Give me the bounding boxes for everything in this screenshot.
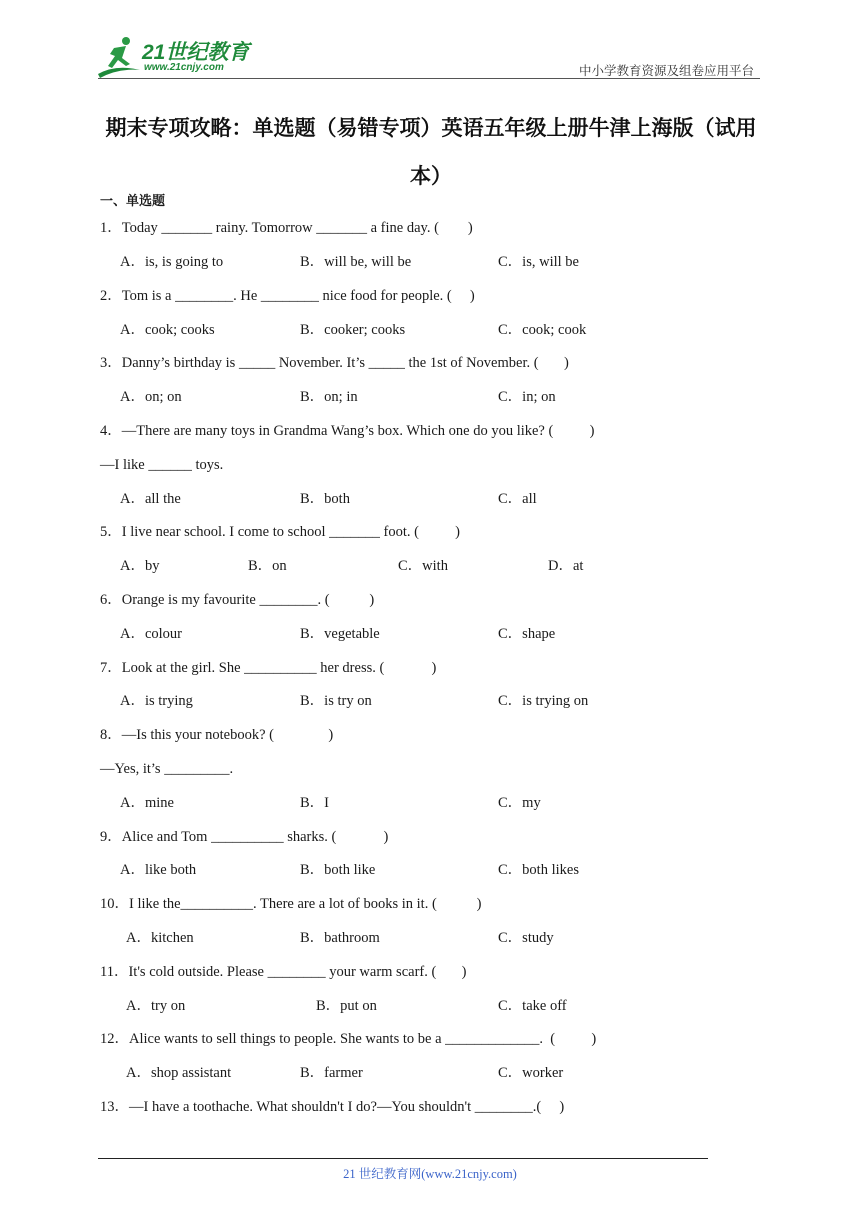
question-13-stem: 13．—I have a toothache. What shouldn't I do?—You shouldn't ________.( ) [100,1099,565,1115]
logo-text: 21世纪教育 [142,41,250,64]
question-12-stem: 12．Alice wants to sell things to people. She wants to be a _____________. ( ) [100,1031,597,1047]
question-2-option-c[interactable]: C．cook; cook [498,322,587,338]
question-10-option-a[interactable]: A．kitchen [126,930,194,946]
question-6-stem: 6．Orange is my favourite ________. ( ) [100,592,375,608]
question-4-option-c[interactable]: C．all [498,491,537,507]
question-7-option-b[interactable]: B．is try on [300,693,372,709]
question-4-stem-reply: —I like ______ toys. [100,457,224,473]
question-10-option-c[interactable]: C．study [498,930,554,946]
question-1-option-a[interactable]: A．is, is going to [120,254,224,270]
footer-link[interactable]: 21 世纪教育网(www.21cnjy.com) [343,1167,517,1181]
question-3-stem: 3．Danny’s birthday is _____ November. It’s _____ the 1st of November. ( ) [100,355,569,371]
question-8-stem: 8．—Is this your notebook? ( ) [100,727,334,743]
question-7-option-a[interactable]: A．is trying [120,693,193,709]
question-5-stem: 5．I live near school. I come to school _______ foot. ( ) [100,524,461,540]
question-9-option-c[interactable]: C．both likes [498,862,579,878]
question-9-stem: 9．Alice and Tom __________ sharks. ( ) [100,829,389,845]
question-3-option-c[interactable]: C．in; on [498,389,556,405]
site-logo[interactable] [96,34,266,80]
question-5-option-c[interactable]: C．with [398,558,448,574]
question-9-option-b[interactable]: B．both like [300,862,376,878]
question-8-option-b[interactable]: B．I [300,795,329,811]
question-8-option-c[interactable]: C．my [498,795,541,811]
question-6-option-c[interactable]: C．shape [498,626,556,642]
question-2-option-b[interactable]: B．cooker; cooks [300,322,406,338]
question-3-option-a[interactable]: A．on; on [120,389,182,405]
question-12-option-b[interactable]: B．farmer [300,1065,363,1081]
question-12-option-a[interactable]: A．shop assistant [126,1065,232,1081]
question-5-option-a[interactable]: A．by [120,558,160,574]
question-2-stem: 2．Tom is a ________. He ________ nice food for people. ( ) [100,288,475,304]
footer-divider [98,1158,708,1159]
question-1-stem: 1．Today _______ rainy. Tomorrow _______ a fine day. ( ) [100,220,473,236]
question-4-stem: 4．—There are many toys in Grandma Wang’s box. Which one do you like? ( ) [100,423,595,439]
page-title: 期末专项攻略：单选题（易错专项）英语五年级上册牛津上海版（试用本） [105,116,757,188]
question-6-option-b[interactable]: B．vegetable [300,626,380,642]
question-7-stem: 7．Look at the girl. She __________ her dress. ( ) [100,660,437,676]
section-heading: 一、单选题 [100,194,166,209]
question-8-stem-reply: —Yes, it’s _________. [100,761,234,777]
header-divider [98,78,760,79]
question-5-option-d[interactable]: D．at [548,558,584,574]
question-10-option-b[interactable]: B．bathroom [300,930,380,946]
question-12-option-c[interactable]: C．worker [498,1065,564,1081]
question-2-option-a[interactable]: A．cook; cooks [120,322,215,338]
question-5-option-b[interactable]: B．on [248,558,287,574]
question-7-option-c[interactable]: C．is trying on [498,693,589,709]
question-11-option-c[interactable]: C．take off [498,998,567,1014]
question-10-stem: 10．I like the__________. There are a lot of books in it. ( ) [100,896,482,912]
runner-logo-icon [96,34,142,80]
question-6-option-a[interactable]: A．colour [120,626,183,642]
header-platform-text: 中小学教育资源及组卷应用平台 [578,64,754,78]
question-11-stem: 11．It's cold outside. Please ________ your warm scarf. ( ) [100,964,467,980]
logo-url: www.21cnjy.com [144,62,224,73]
question-9-option-a[interactable]: A．like both [120,862,197,878]
question-4-option-a[interactable]: A．all the [120,491,181,507]
question-11-option-a[interactable]: A．try on [126,998,186,1014]
question-1-option-c[interactable]: C．is, will be [498,254,579,270]
question-11-option-b[interactable]: B．put on [316,998,377,1014]
question-8-option-a[interactable]: A．mine [120,795,174,811]
question-1-option-b[interactable]: B．will be, will be [300,254,412,270]
question-3-option-b[interactable]: B．on; in [300,389,358,405]
page-header [0,0,860,90]
question-4-option-b[interactable]: B．both [300,491,350,507]
